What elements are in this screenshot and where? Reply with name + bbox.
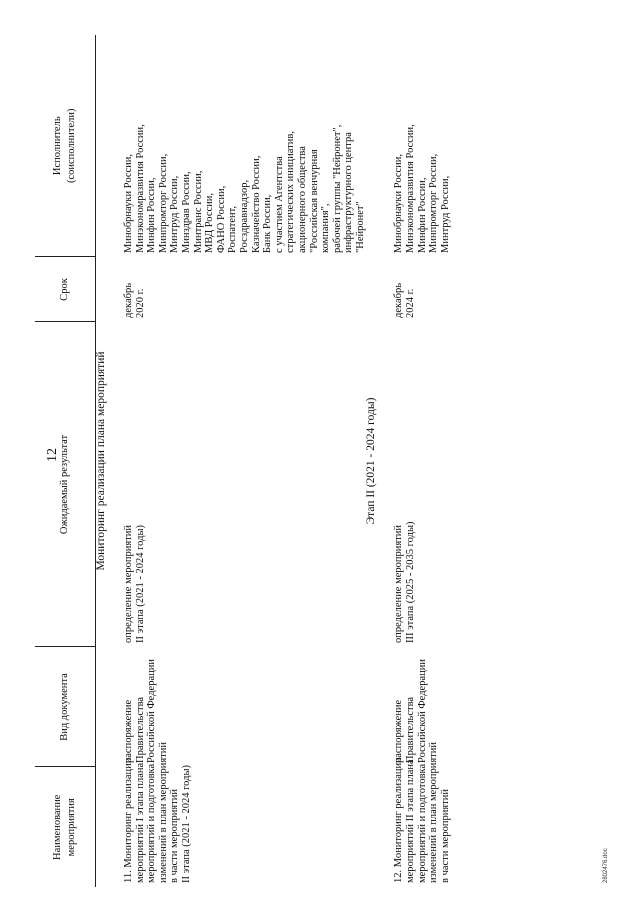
text-line: Минэкономразвития России, (405, 124, 417, 253)
text-line: Минфин России, (146, 177, 158, 253)
text-line: III этапа (2025 - 2035 годы) (405, 521, 417, 643)
text-line: II этапа (2021 - 2024 годы) (180, 764, 192, 883)
text-line: 11. Мониторинг реализации (123, 757, 134, 883)
text-line: в части мероприятий (169, 789, 181, 883)
header-doc-type (35, 647, 96, 767)
text-line: Исполнитель (52, 116, 63, 176)
text-line: 2024 г. (405, 288, 417, 318)
text-line: в части мероприятий (439, 789, 451, 883)
text-line: Российской Федерации (416, 659, 428, 763)
text-line: компания", (320, 203, 332, 253)
text-line: Минтруд России, (439, 175, 451, 253)
text-line: Минпромторг России, (428, 153, 440, 253)
page-number: 12 (45, 448, 60, 462)
action-plan-table (35, 35, 451, 887)
cell-result (393, 322, 451, 647)
text-line: изменений в план мероприятий (428, 742, 440, 883)
text-line: с участием Агентства (273, 156, 285, 253)
text-line: мероприятий и подготовка (146, 763, 158, 883)
cell-name (393, 742, 451, 887)
text-line: акционерного общества (296, 146, 308, 253)
text-line: Срок (59, 278, 70, 301)
table-header-row (35, 35, 96, 887)
cell-name (123, 742, 366, 887)
text-line: Минтруд России, (169, 175, 181, 253)
text-line: рабочей группы "Нейронет", (331, 124, 343, 253)
text-line: Ожидаемый результат (59, 434, 70, 535)
text-line: Казначейство России, (250, 155, 262, 253)
file-reference: 2802476.doc (603, 848, 609, 883)
text-line: (соисполнители) (66, 108, 77, 183)
text-line: изменений в план мероприятий (157, 742, 169, 883)
text-line: Минэкономразвития России, (134, 124, 146, 253)
text-line: ФАНО России, (215, 185, 227, 253)
text-line: определение мероприятий (393, 524, 405, 643)
text-line: Росздравнадзор, (238, 179, 250, 253)
text-line: Минтранс России, (192, 170, 204, 253)
text-line: Роспатент, (227, 205, 239, 253)
text-line: МВД России, (204, 192, 216, 253)
text-line: мероприятий и подготовка (416, 763, 428, 883)
table-row (393, 35, 451, 887)
text-line: инфраструктурного центра (343, 132, 355, 253)
text-line: распоряжение (123, 699, 134, 763)
section-row (96, 35, 124, 887)
section-title: Мониторинг реализации плана мероприятий (95, 351, 107, 571)
text-line: распоряжение (393, 699, 405, 763)
text-line: Наименование (52, 794, 63, 860)
header-name (35, 767, 96, 887)
text-line: 2020 г. (134, 288, 146, 318)
text-line: Минпромторг России, (157, 153, 169, 253)
text-line: Вид документа (59, 673, 70, 741)
cell-executor (123, 35, 366, 257)
cell-executor (393, 35, 451, 257)
text-line: мероприятия (66, 798, 77, 857)
text-line: Минздрав России, (180, 171, 192, 253)
text-line: Правительства (405, 696, 417, 763)
text-line: Банк России, (262, 194, 274, 253)
text-line: Российской Федерации (146, 659, 158, 763)
text-line: декабрь (123, 283, 134, 318)
header-deadline (35, 257, 96, 322)
text-line: II этапа (2021 - 2024 годы) (134, 524, 146, 643)
text-line: "Нейронет" (354, 201, 366, 253)
table-row (123, 35, 366, 887)
header-executor (35, 35, 96, 257)
text-line: стратегических инициатив, (285, 131, 297, 253)
text-line: Минобрнауки России, (123, 153, 134, 253)
text-line: Правительства (134, 696, 146, 763)
text-line: мероприятий II этапа плана (405, 759, 417, 883)
cell-result (123, 322, 366, 647)
text-line: "Российская венчурная (308, 149, 320, 253)
cell-doc-type (393, 647, 451, 767)
text-line: определение мероприятий (123, 524, 134, 643)
cell-deadline (123, 257, 366, 322)
text-line: Минобрнауки России, (393, 153, 405, 253)
cell-deadline (393, 257, 451, 322)
header-result (35, 322, 96, 647)
section-row (366, 35, 393, 887)
section-title: Этап II (2021 - 2024 годы) (365, 397, 378, 525)
text-line: 12. Мониторинг реализации (393, 757, 405, 883)
text-line: мероприятий I этапа плана (134, 762, 146, 883)
text-line: Минфин России, (416, 177, 428, 253)
text-line: декабрь (393, 283, 405, 318)
